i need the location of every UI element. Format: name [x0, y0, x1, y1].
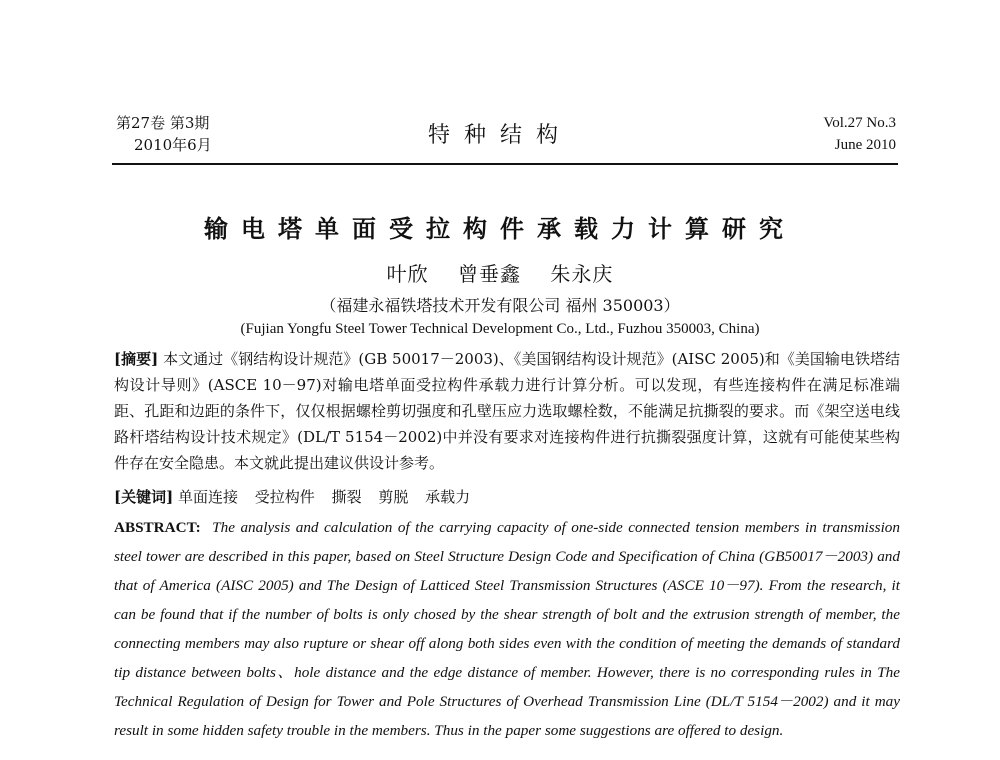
affiliation-en: (Fujian Yongfu Steel Tower Technical Development Co., Ltd., Fuzhou 350003, China)	[240, 321, 760, 337]
header-volume-en	[823, 112, 896, 156]
abstract-en	[114, 513, 900, 745]
abstract-cn-label: [摘要]	[114, 350, 159, 368]
journal-name: 特种结构	[427, 123, 572, 148]
author-name: 叶欣	[386, 262, 429, 286]
author-list	[0, 258, 1000, 287]
header-rule	[112, 163, 898, 165]
keyword: 单面连接	[177, 488, 238, 506]
volume-issue-en: Vol.27 No.3	[823, 115, 896, 131]
keyword: 承载力	[425, 488, 471, 506]
keywords-label: [关键词]	[114, 488, 174, 506]
date-en: June 2010	[834, 137, 896, 153]
keyword: 撕裂	[331, 488, 362, 506]
author-name: 朱永庆	[550, 262, 614, 286]
affiliation-cn: （福建永福铁塔技术开发有限公司 福州 350003）	[320, 296, 680, 315]
abstract-cn	[114, 346, 900, 476]
keyword: 受拉构件	[254, 488, 315, 506]
abstract-en-label: ABSTRACT:	[114, 519, 201, 536]
keywords	[114, 484, 900, 510]
keyword: 剪脱	[378, 488, 409, 506]
article-title: 输电塔单面受拉构件承载力计算研究	[204, 214, 796, 243]
abstract-en-text: The analysis and calculation of the carrying capacity of one-side connected tension members in transmission steel tower are described in this paper, based on Steel Structure Design Code and Specification of China (GB50017－2003) and that of America (AISC 2005) and The Design of Latticed Steel Transmission Structures (ASCE 10－97). From the research, it can be found that if the number of bolts is only chosed by the shear strength of bolt and the extrusion strength of member, the connecting members may also rupture or shear off along both sides even with the condition of meeting the demands of standard tip distance between bolts、hole distance and the edge distance of member. However, there is no corresponding rules in The Technical Regulation of Design for Tower and Pole Structures of Overhead Transmission Line (DL/T 5154－2002) and it may result in some hidden safety trouble in the members. Thus in the paper some suggestions are offered to design.	[114, 519, 900, 739]
author-name: 曾垂鑫	[458, 262, 521, 286]
date-cn: 2010年6月	[134, 136, 212, 154]
volume-issue-cn: 第27卷 第3期	[116, 114, 210, 132]
abstract-cn-text: 本文通过《钢结构设计规范》(GB 50017－2003)、《美国钢结构设计规范》(AISC 2005)和《美国输电铁塔结构设计导则》(ASCE 10－97)对输电塔单面受拉构件承载力进行计算分析。可以发现，有些连接构件在满足标准端距、孔距和边距的条件下，仅仅根据螺栓剪切强度和孔壁压应力选取螺栓数，不能满足抗撕裂的要求。而《架空送电线路杆塔结构设计技术规定》(DL/T 5154－2002)中并没有要求对连接构件进行抗撕裂强度计算，这就有可能使某些构件存在安全隐患。本文就此提出建议供设计参考。	[114, 350, 900, 472]
